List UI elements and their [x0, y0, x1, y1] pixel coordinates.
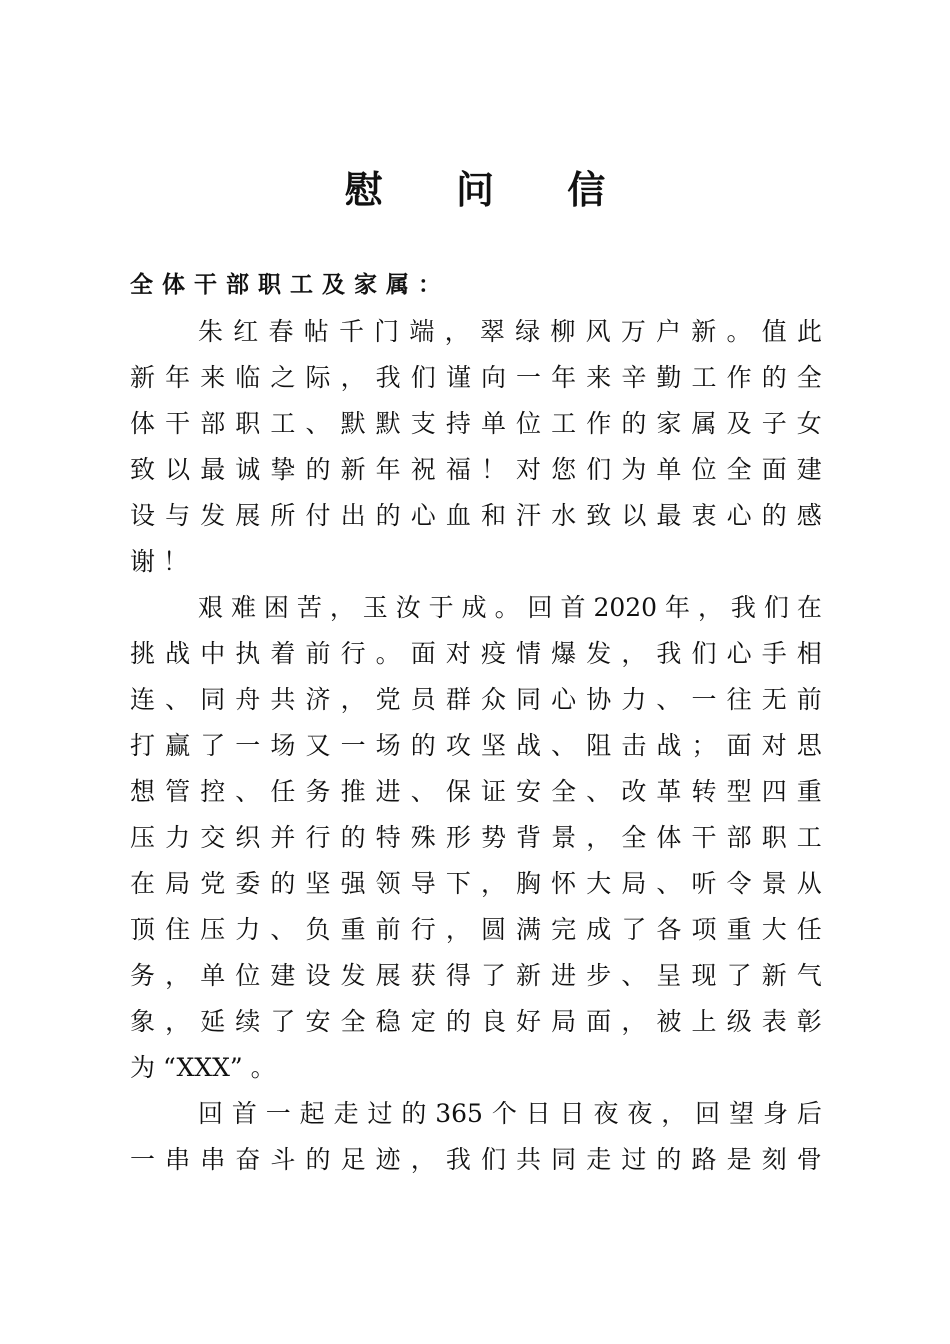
paragraph-2-line-6: 压 力 交 织 并 行 的 特 殊 形 势 背 景 ， 全 体 干 部 职 工: [130, 823, 822, 852]
paragraph-1-line-1: 朱 红 春 帖 千 门 端 ， 翠 绿 柳 风 万 户 新 。 值 此: [198, 317, 822, 346]
paragraph-2-line-2: 挑 战 中 执 着 前 行 。 面 对 疫 情 爆 发 ， 我 们 心 手 相: [130, 639, 822, 668]
paragraph-2-line-10: 象 ， 延 续 了 安 全 稳 定 的 良 好 局 面 ， 被 上 级 表 彰: [130, 1007, 822, 1036]
paragraph-2-line-1: 艰 难 困 苦 ， 玉 汝 于 成 。 回 首 2020 年 ， 我 们 在: [198, 593, 822, 622]
paragraph-2-line-5: 想 管 控 、 任 务 推 进 、 保 证 安 全 、 改 革 转 型 四 重: [130, 777, 822, 806]
paragraph-2-line-8: 顶 住 压 力 、 负 重 前 行 ， 圆 满 完 成 了 各 项 重 大 任: [130, 915, 822, 944]
paragraph-1-line-2: 新 年 来 临 之 际 ， 我 们 谨 向 一 年 来 辛 勤 工 作 的 全: [130, 363, 822, 392]
paragraph-1-line-6: 谢 ！: [130, 547, 189, 576]
paragraph-2-line-7: 在 局 党 委 的 坚 强 领 导 下 ， 胸 怀 大 局 、 听 令 景 从: [130, 869, 822, 898]
paragraph-1-line-4: 致 以 最 诚 挚 的 新 年 祝 福 ！ 对 您 们 为 单 位 全 面 建: [130, 455, 822, 484]
paragraph-1-line-3: 体 干 部 职 工 、 默 默 支 持 单 位 工 作 的 家 属 及 子 女: [130, 409, 822, 438]
paragraph-2-line-3: 连 、 同 舟 共 济 ， 党 员 群 众 同 心 协 力 、 一 往 无 前: [130, 685, 822, 714]
paragraph-3-line-2: 一 串 串 奋 斗 的 足 迹 ， 我 们 共 同 走 过 的 路 是 刻 骨: [130, 1145, 822, 1174]
paragraph-2-line-11: 为 “XXX” 。: [130, 1053, 276, 1082]
paragraph-1-line-5: 设 与 发 展 所 付 出 的 心 血 和 汗 水 致 以 最 衷 心 的 感: [130, 501, 822, 530]
paragraph-2-line-9: 务 ， 单 位 建 设 发 展 获 得 了 新 进 步 、 呈 现 了 新 气: [130, 961, 822, 990]
paragraph-3-line-1: 回 首 一 起 走 过 的 365 个 日 日 夜 夜 ， 回 望 身 后: [198, 1099, 822, 1128]
paragraph-2-line-4: 打 赢 了 一 场 又 一 场 的 攻 坚 战 、 阻 击 战 ； 面 对 思: [130, 731, 822, 760]
document-title: 慰 问 信: [344, 168, 636, 212]
salutation: 全体干部职工及家属：: [130, 272, 450, 298]
